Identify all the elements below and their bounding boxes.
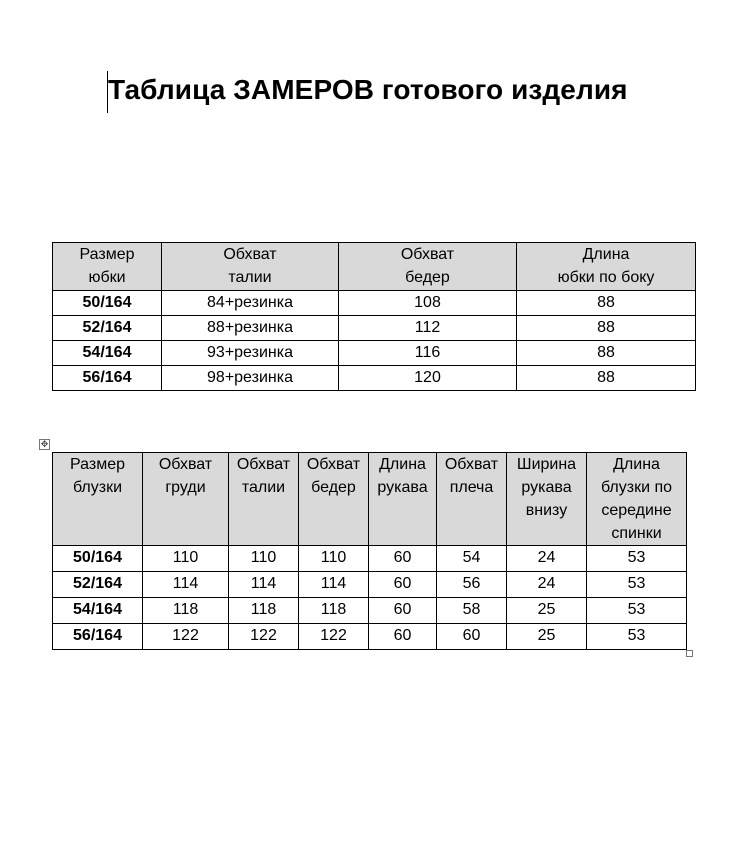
table-row [53, 366, 696, 391]
table-row [53, 624, 687, 650]
table-cell[interactable]: 118 [229, 598, 299, 624]
header-label: Длина рукава [377, 456, 428, 496]
header-label: Длина блузки по середине спинки [600, 456, 673, 542]
header-cell[interactable] [517, 243, 696, 291]
table-row [53, 341, 696, 366]
table-cell[interactable]: 88 [517, 316, 696, 341]
table-cell[interactable]: 60 [369, 598, 437, 624]
header-label: Обхват плеча [444, 456, 499, 496]
header-cell[interactable] [339, 243, 517, 291]
table-resize-handle-icon[interactable] [686, 650, 693, 657]
table-cell[interactable]: 93+резинка [162, 341, 339, 366]
header-cell[interactable] [53, 243, 162, 291]
table-cell[interactable]: 53 [587, 546, 687, 572]
header-label: Обхват бедер [400, 246, 455, 286]
blouse-measurements-table [52, 452, 687, 650]
table-cell[interactable]: 58 [437, 598, 507, 624]
table-cell[interactable]: 60 [369, 546, 437, 572]
header-label: Обхват талии [223, 246, 277, 286]
size-cell[interactable]: 52/164 [53, 316, 162, 341]
header-label: Размер юбки [79, 246, 135, 286]
table-cell[interactable]: 110 [143, 546, 229, 572]
header-label: Обхват бедер [306, 456, 361, 496]
table-cell[interactable]: 88+резинка [162, 316, 339, 341]
header-cell[interactable] [587, 453, 687, 546]
table-cell[interactable]: 88 [517, 366, 696, 391]
table-cell[interactable]: 110 [229, 546, 299, 572]
size-cell[interactable]: 50/164 [53, 291, 162, 316]
table-cell[interactable]: 24 [507, 546, 587, 572]
size-cell[interactable]: 50/164 [53, 546, 143, 572]
page-title: Таблица ЗАМЕРОВ готового изделия [108, 74, 628, 105]
table-row [53, 598, 687, 624]
table-cell[interactable]: 84+резинка [162, 291, 339, 316]
skirt-measurements-table [52, 242, 696, 391]
table-cell[interactable]: 56 [437, 572, 507, 598]
table-cell[interactable]: 114 [299, 572, 369, 598]
header-cell[interactable] [369, 453, 437, 546]
header-label: Обхват груди [158, 456, 213, 496]
table-cell[interactable]: 110 [299, 546, 369, 572]
header-cell[interactable] [229, 453, 299, 546]
table-cell[interactable]: 116 [339, 341, 517, 366]
table-cell[interactable]: 60 [437, 624, 507, 650]
header-cell[interactable] [53, 453, 143, 546]
table-cell[interactable]: 60 [369, 572, 437, 598]
table-move-handle-icon[interactable]: ✥ [40, 439, 49, 449]
table-cell[interactable]: 88 [517, 341, 696, 366]
header-cell[interactable] [143, 453, 229, 546]
table-cell[interactable]: 122 [229, 624, 299, 650]
table-header-row [53, 453, 687, 546]
table-cell[interactable]: 60 [369, 624, 437, 650]
table-row [53, 546, 687, 572]
table-header-row [53, 243, 696, 291]
header-label: Ширина рукава внизу [516, 456, 577, 519]
table-cell[interactable]: 122 [299, 624, 369, 650]
table-cell[interactable]: 53 [587, 572, 687, 598]
header-cell[interactable] [437, 453, 507, 546]
table-row [53, 572, 687, 598]
header-label: Длина юбки по боку [557, 246, 655, 286]
header-cell[interactable] [299, 453, 369, 546]
table-cell[interactable]: 122 [143, 624, 229, 650]
header-label: Размер блузки [70, 456, 125, 496]
table-cell[interactable]: 108 [339, 291, 517, 316]
table-cell[interactable]: 98+резинка [162, 366, 339, 391]
table-cell[interactable]: 120 [339, 366, 517, 391]
table-row [53, 291, 696, 316]
header-cell[interactable] [507, 453, 587, 546]
table-cell[interactable]: 25 [507, 598, 587, 624]
table-cell[interactable]: 25 [507, 624, 587, 650]
table-cell[interactable]: 114 [143, 572, 229, 598]
size-cell[interactable]: 54/164 [53, 598, 143, 624]
table-cell[interactable]: 53 [587, 598, 687, 624]
table-cell[interactable]: 24 [507, 572, 587, 598]
table-cell[interactable]: 88 [517, 291, 696, 316]
table-cell[interactable]: 118 [299, 598, 369, 624]
size-cell[interactable]: 56/164 [53, 366, 162, 391]
header-label: Обхват талии [236, 456, 291, 496]
table-cell[interactable]: 54 [437, 546, 507, 572]
size-cell[interactable]: 56/164 [53, 624, 143, 650]
table-cell[interactable]: 53 [587, 624, 687, 650]
table-cell[interactable]: 118 [143, 598, 229, 624]
size-cell[interactable]: 54/164 [53, 341, 162, 366]
table-cell[interactable]: 114 [229, 572, 299, 598]
header-cell[interactable] [162, 243, 339, 291]
size-cell[interactable]: 52/164 [53, 572, 143, 598]
table-cell[interactable]: 112 [339, 316, 517, 341]
table-row [53, 316, 696, 341]
